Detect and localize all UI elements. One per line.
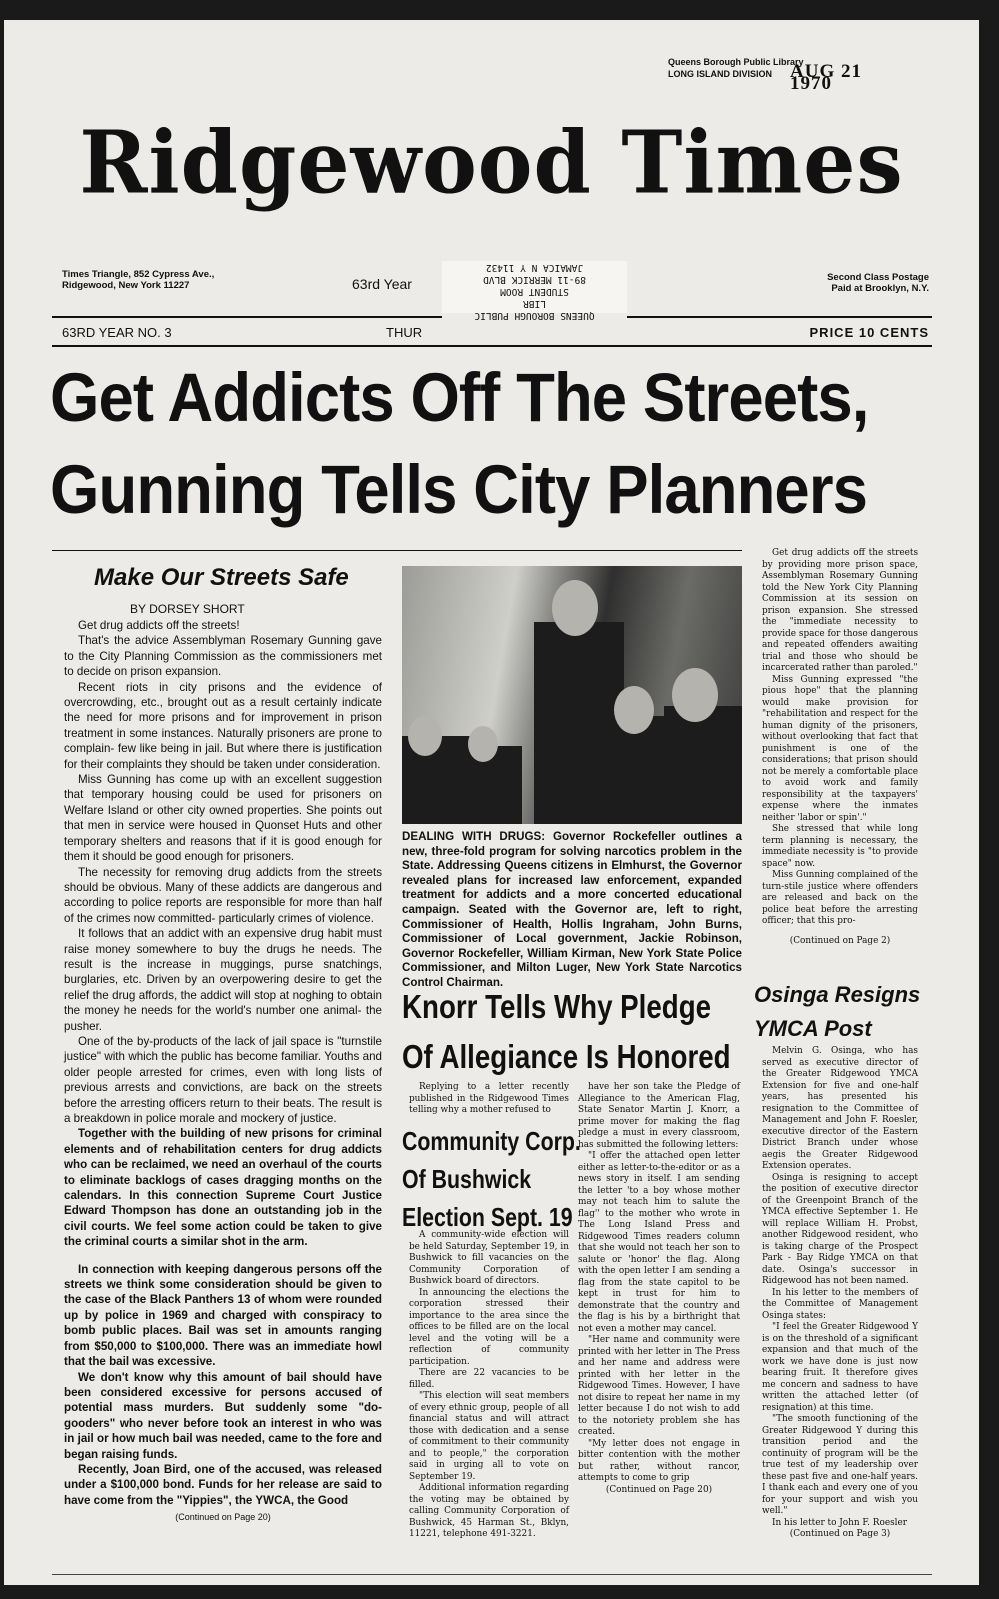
bottom-rule [52, 1574, 932, 1575]
community-paragraph: Additional information regarding the voting may be obtained by calling Community Corporation of Bushwick, 45 Harman St., Bklyn, 11221, telephone 491-3221. [409, 1483, 569, 1539]
osinga-paragraph: Melvin G. Osinga, who has served as executive director of the Greater Ridgewood YMCA Extension for five and one-half years, has presented his resignation to the Committee of Management and John F. Roesler, executive director of the Eastern District Branch under whose aegis the Greater Ridgewood Extension operates. [762, 1046, 918, 1171]
gunning-paragraph: Miss Gunning expressed "the pious hope" that the planning would make provision for "rehabilitation and respect for the human dignity of the prisoners, without overlooking that fact that punishment is one of the considerations; that prison should not be merely a comfortable place to avoid work and family responsibility at the taxpayers' expense where the inmates neither 'labor or spin'." [762, 674, 918, 823]
knorr-paragraph: "I offer the attached open letter either as letter-to-the-editor or as a news story in itself. I am sending the letter 'to a boy whose mother may not teach him to salute the flag'' to the mother who wrote in The Long Island Press and Ridgewood Times readers column that she would not teach her son to salute or 'honor' the flag. Along with the open letter I am sending a flag from the state capitol to be kept in trust for him to demonstrate that the country and the flag is his by a birthright that not even a mother may cancel. [578, 1151, 740, 1334]
publisher-address-line1: Times Triangle, 852 Cypress Ave., [62, 269, 215, 280]
lead-bold-paragraph: Recently, Joan Bird, one of the accused, was released under a $100,000 bond. Funds for her release are said to have come from the "Yippies", the YWCA, the Good [64, 1462, 382, 1507]
stamp-line1: Queens Borough Public Library [668, 57, 804, 67]
community-headline-line1: Community Corp. [402, 1126, 581, 1156]
knorr-lead-column [409, 1082, 569, 1117]
lead-bold-paragraph: We don't know why this amount of bail should have been considered excessive for persons accused of potential mass murders. But suddenly some "do-gooders" who never before took an interest in who was in jail or how much bail was needed, came to the fore and began raising funds. [64, 1370, 382, 1461]
lead-paragraph: Miss Gunning has come up with an excellent suggestion that temporary housing could be used for prisoners on Welfare Island or other city owned properties. She points out that men in service were housed in Quonset Huts and other temporary shelters and reasons that if it is good enough for them it should be good enough for prisoners. [64, 773, 382, 864]
osinga-paragraph: In his letter to John F. Roesler [772, 1517, 907, 1528]
lead-paragraph: Get drug addicts off the streets! [78, 619, 240, 632]
osinga-paragraph: Osinga is resigning to accept the position of executive director of the Greenpoint Branch of the YMCA effective September 1. He will replace William H. Probst, another Ridgewood resident, who is taking charge of the Prospect Park - Bay Ridge YMCA on that date. Osinga's successor in Ridgewood has not been named. [762, 1172, 918, 1286]
year-label: 63rd Year [352, 276, 412, 292]
community-headline-line2: Of Bushwick [402, 1164, 532, 1194]
osinga-paragraph: In his letter to the members of the Committee of Management Osinga states: [762, 1287, 918, 1321]
knorr-paragraph: "My letter does not engage in bitter contention with the mother but rather, without rancor, attempts to come to grip [578, 1438, 740, 1483]
stamp-date: AUG 21 1970 [790, 61, 862, 94]
library-label-line: STUDENT ROOM [500, 286, 569, 297]
lead-bold-paragraph: In connection with keeping dangerous persons off the streets we think some consideration should be given to the case of the Black Panthers 13 of whom were rounded up by police in 1969 and charged with conspiracy to bomb public places. Bail was set in amounts ranging from $50,000 to $100,000. There was an immediate howl that the bail was excessive. [64, 1262, 382, 1369]
osinga-paragraph: "The smooth functioning of the Greater Ridgewood Y during this transition period and the continuity of program will be the true test of my leadership over these past five and one-half years. I thank each and every one of you for your support and wish you well." [762, 1414, 918, 1516]
photo-face [614, 686, 654, 734]
top-rule [627, 316, 932, 318]
section-rule [52, 550, 742, 551]
photo-face [468, 726, 498, 762]
lead-continued: (Continued on Page 20) [175, 1512, 271, 1523]
lead-story-kicker: Make Our Streets Safe [94, 564, 349, 591]
gunning-paragraph: Get drug addicts off the streets by providing more prison space, Assemblyman Rosemary Gunning told the New York City Planning Commission at its session on prison expansion. She stressed the "immediate necessity to provide space for those dangerous and repeated offenders awaiting trial and those who should be incarcerated rather than paroled." [762, 548, 918, 673]
knorr-paragraph: "Her name and community were printed with her letter in The Press and her name and address were printed with her letter in the Ridgewood Times. However, I have not disire to repeat her name in my letter because I do not wish to add to the notoriety problem she has created. [578, 1335, 740, 1437]
osinga-headline [754, 978, 924, 1046]
gunning-continued: (Continued on Page 2) [789, 935, 891, 946]
issue-year-number: 63RD YEAR NO. 3 [62, 325, 172, 340]
headline-line2: Gunning Tells City Planners [50, 451, 867, 528]
knorr-story-column [578, 1082, 740, 1496]
library-address-label [442, 261, 627, 321]
lead-paragraph: The necessity for removing drug addicts from the streets should be obvious. Many of these addicts are dangerous and according to police reports are responsible for more than half of the crimes now committed- particularly crimes of violence. [64, 865, 382, 925]
osinga-continued: (Continued on Page 3) [789, 1529, 891, 1539]
lead-story-byline: BY DORSEY SHORT [130, 602, 245, 616]
knorr-headline-line2: Of Allegiance Is Honored [402, 1038, 731, 1075]
lead-story-column [64, 618, 382, 1526]
photo-figure [664, 706, 742, 824]
knorr-paragraph: have her son take the Pledge of Allegiance to the American Flag, State Senator Martin J. Knorr, a prime mover for making the flag pledge a must in every classroom, has submitted the following letters: [578, 1082, 740, 1150]
gunning-story-column [762, 548, 918, 947]
publisher-address-line2: Ridgewood, New York 11227 [62, 280, 190, 291]
osinga-headline-line2: YMCA Post [754, 1016, 872, 1041]
lead-paragraph: One of the by-products of the lack of jail space is "turnstile justice" with which the public has become familiar. Youths and older people arrested for crimes, even with long lists of previous arrests and convictions, are back on the streets before the arresting officers return to their beats. The result is a breakdown in police morale and mockery of justice. [64, 1034, 382, 1125]
library-label-line: JAMAICA N Y 11432 [485, 262, 584, 273]
knorr-continued: (Continued on Page 20) [605, 1484, 713, 1495]
masthead-title: Ridgewood Times [79, 112, 904, 214]
knorr-headline [402, 982, 731, 1082]
community-paragraph: In announcing the elections the corporation stressed their importance to the area since the offices to be filled are on the local level and the voting will be a reflection of community participation. [409, 1287, 569, 1367]
community-paragraph: There are 22 vacancies to be filled. [409, 1368, 569, 1390]
gunning-paragraph: Miss Gunning complained of the turn-stile justice where offenders are released and back on the police beat before the arresting officer; that this pro- [762, 870, 918, 926]
library-stamp [668, 56, 898, 94]
lead-paragraph: It follows that an addict with an expensive drug habit must raise money somewhere to buy the drugs he needs. The result is the increase in muggings, purse snatchings, burglaries, etc. Driven by an overpowering desire to get the relief the drug affords, the addict will stop at noghing to obtain the money he needs for the world's number one animal- the pusher. [64, 927, 382, 1033]
publisher-address [62, 269, 262, 291]
osinga-paragraph: "I feel the Greater Ridgewood Y is on the threshold of a significant expansion and that much of the work we have done is just now bearing fruit. It therefore gives me concern and sadness to have written the attached letter (of resignation) at this time. [762, 1322, 918, 1413]
library-label-line: QUEENS BOROUGH PUBLIC [474, 310, 595, 321]
postage-line1: Second Class Postage [827, 272, 929, 283]
community-headline-line3: Election Sept. 19 [402, 1202, 573, 1232]
community-paragraph: "This election will seat members of every ethnic group, people of all financial status and will attract those with dedication and a sense of commitment to their community and to people," the corporation said in urging all to vote on September 19. [409, 1391, 569, 1482]
community-headline [402, 1122, 581, 1236]
lead-paragraph: Recent riots in city prisons and the evidence of overcrowding, etc., brought out as a result certainly indicate the need for more prisons and for improvement in prison treatment in some instances. Naturally prisoners are prone to complain- few like being in jail. But where there is justification for their complaints they should be taken under consideration. [64, 680, 382, 771]
community-story-column [409, 1230, 569, 1541]
library-label-line: 89-11 MERRICK BLVD [483, 274, 586, 285]
lead-paragraph: That's the advice Assemblyman Rosemary Gunning gave to the City Planning Commission as the commissioners met to decide on prison expansion. [64, 634, 382, 679]
osinga-headline-line1: Osinga Resigns [754, 982, 921, 1007]
issue-day: THUR [386, 325, 423, 340]
issue-price: PRICE 10 CENTS [809, 325, 929, 340]
community-paragraph: A community-wide election will be held Saturday, September 19, in Bushwick to fill vacancies on the Community Corporation of Bushwick board of directors. [409, 1230, 569, 1286]
photo-face [408, 716, 442, 756]
main-headline [50, 352, 878, 536]
stamp-line2: LONG ISLAND DIVISION [668, 69, 773, 79]
top-rule [52, 316, 442, 318]
photo-caption: DEALING WITH DRUGS: Governor Rockefeller outlines a new, three-fold program for solving narcotics problem in the State. Addressing Queens citizens in Elmhurst, the Governor revealed plans for increased law enforcement, expanded treatment for addicts and a more concerted educational campaign. Seated with the Governor are, left to right, Commissioner of Health, Hollis Ingraham, John Burns, Commissioner of Local government, Jackie Robinson, Governor Rockefeller, William Kirman, New York State Police Commissioner, and Milton Luger, New York State Narcotics Control Chairman. [402, 830, 742, 989]
gunning-paragraph: She stressed that while long term planning is necessary, the immediate necessity is "to provide space" now. [762, 824, 918, 869]
photo-face [552, 580, 598, 636]
knorr-lead: Replying to a letter recently published in the Ridgewood Times telling why a mother refused to [409, 1082, 569, 1115]
lead-bold-paragraph: Together with the building of new prisons for criminal elements and of rehabilitation centers for drug addicts who can be reclaimed, we need an overhaul of the courts to eliminate backlogs of cases dragging months on the calendars. In this connection Supreme Court Justice Edward Thompson has done an outstanding job in the civil courts. We feel some action could be taken to give the criminal courts a similar shot in the arm. [64, 1127, 382, 1249]
postage-line2: Paid at Brooklyn, N.Y. [831, 283, 929, 294]
postage-notice [784, 272, 929, 294]
news-photo [402, 566, 742, 824]
library-label-line: LIBR [523, 298, 546, 309]
newspaper-page [4, 20, 979, 1585]
header-rule [52, 345, 932, 347]
knorr-headline-line1: Knorr Tells Why Pledge [402, 988, 712, 1025]
osinga-story-column [762, 1046, 918, 1541]
photo-face [672, 668, 718, 722]
headline-line1: Get Addicts Off The Streets, [50, 359, 869, 436]
